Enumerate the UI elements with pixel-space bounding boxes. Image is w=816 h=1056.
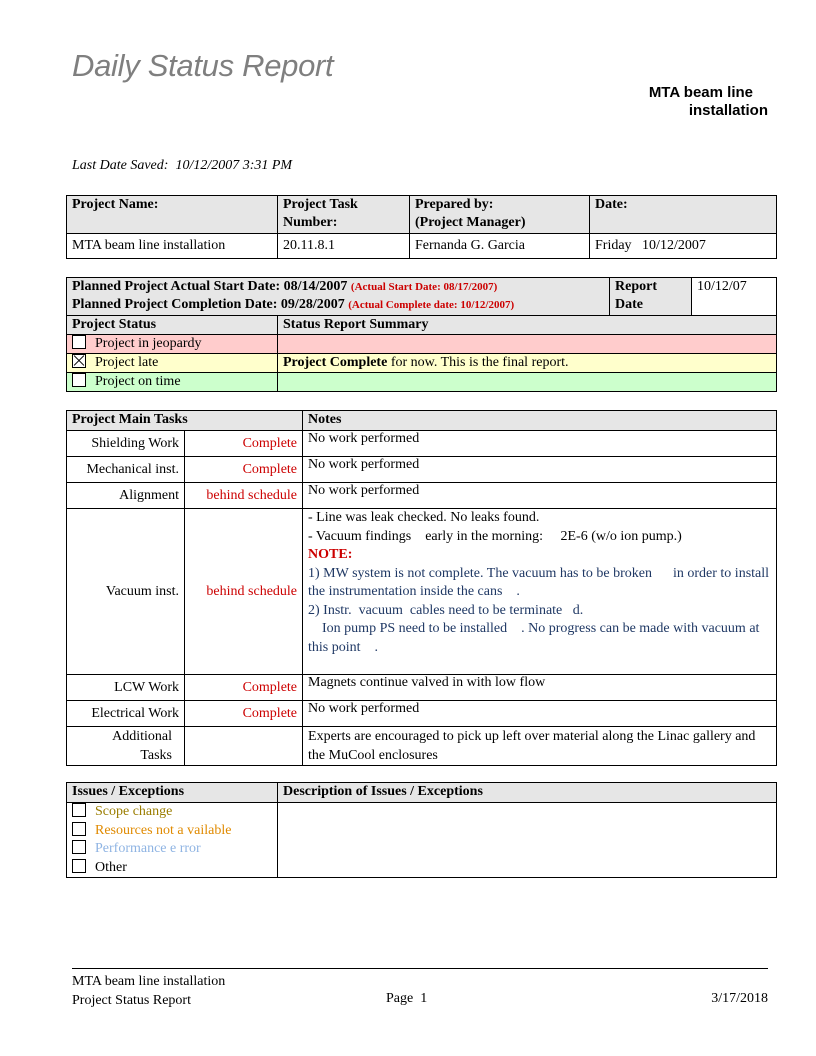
main-tasks-header: Project Main Tasks xyxy=(67,411,303,431)
main-tasks-table xyxy=(66,410,777,766)
checkbox-icon[interactable] xyxy=(72,803,86,817)
status-summary-text xyxy=(278,354,777,373)
checkbox-icon[interactable] xyxy=(72,840,86,854)
project-info-table xyxy=(66,195,777,259)
last-saved-label: Last Date Saved: xyxy=(72,158,169,173)
checkbox-icon[interactable] xyxy=(72,373,86,387)
project-task-value: 20.11.8.1 xyxy=(278,234,410,259)
issues-header: Issues / Exceptions xyxy=(67,783,278,803)
summary-bold: Project Complete xyxy=(283,355,388,370)
report-date-value: 10/12/07 xyxy=(692,278,777,316)
vacuum-note-line2: - Vacuum findings early in the morning: 2E-6 (w/o ion pump.) xyxy=(308,528,682,544)
status-option-late[interactable]: Project late xyxy=(67,354,278,373)
task-notes: No work performed xyxy=(303,457,777,483)
vacuum-note-item2: 2) Instr. vacuum cables need to be terminate d. xyxy=(308,602,584,618)
task-notes: No work performed xyxy=(303,483,777,509)
checkbox-icon[interactable] xyxy=(72,822,86,836)
last-saved xyxy=(72,158,292,174)
task-name: Additional Tasks xyxy=(67,727,185,766)
task-status: Complete xyxy=(185,431,303,457)
table-row xyxy=(67,483,777,509)
footer-page-number: Page 1 xyxy=(386,991,428,1006)
table-row xyxy=(67,701,777,727)
task-status: Complete xyxy=(185,457,303,483)
note-heading: NOTE: xyxy=(308,547,353,562)
project-subtitle xyxy=(600,84,768,120)
summary-rest: for now. This is the final report. xyxy=(387,355,569,370)
issues-table xyxy=(66,782,777,878)
checkbox-icon[interactable] xyxy=(72,335,86,349)
task-name: Vacuum inst. xyxy=(67,509,185,675)
task-name: LCW Work xyxy=(67,675,185,701)
table-row xyxy=(67,457,777,483)
report-date-label: Report Date xyxy=(610,278,692,316)
issues-options xyxy=(67,803,278,878)
notes-header: Notes xyxy=(303,411,777,431)
issues-description-header: Description of Issues / Exceptions xyxy=(278,783,777,803)
planned-completion: Planned Project Completion Date: 09/28/2007 xyxy=(72,297,345,312)
vacuum-note-line1: - Line was leak checked. No leaks found. xyxy=(308,510,540,525)
project-name-label: Project Name: xyxy=(67,196,278,234)
prepared-by-label: Prepared by: (Project Manager) xyxy=(410,196,590,234)
actual-completion: (Actual Complete date: 10/12/2007) xyxy=(348,299,515,311)
status-summary-header: Status Report Summary xyxy=(278,316,777,335)
vacuum-note-item1: 1) MW system is not complete. The vacuum has to be broken in order to install the instrumentation inside the cans . xyxy=(308,565,773,599)
checked-checkbox-icon[interactable] xyxy=(72,354,86,368)
task-notes: Magnets continue valved in with low flow xyxy=(303,675,777,701)
task-name: Mechanical inst. xyxy=(67,457,185,483)
task-status xyxy=(185,727,303,766)
report-title: Daily Status Report xyxy=(72,48,334,83)
table-row xyxy=(67,675,777,701)
table-row xyxy=(67,431,777,457)
project-name-value: MTA beam line installation xyxy=(67,234,278,259)
footer-left xyxy=(72,972,225,1010)
task-name: Electrical Work xyxy=(67,701,185,727)
date-value: Friday 10/12/2007 xyxy=(590,234,777,259)
schedule-dates xyxy=(67,278,610,316)
issues-description[interactable] xyxy=(278,803,777,878)
table-row xyxy=(67,727,777,766)
project-status-table xyxy=(66,277,777,392)
issue-option-other[interactable]: Other xyxy=(72,859,272,878)
issue-option-resources[interactable]: Resources not a vailable xyxy=(72,822,272,841)
task-status: behind schedule xyxy=(185,509,303,675)
project-task-label: Project Task Number: xyxy=(278,196,410,234)
task-status: Complete xyxy=(185,675,303,701)
issue-option-performance[interactable]: Performance e rror xyxy=(72,840,272,859)
footer-project: MTA beam line installation xyxy=(72,974,226,989)
task-status: behind schedule xyxy=(185,483,303,509)
task-name: Shielding Work xyxy=(67,431,185,457)
task-name: Alignment xyxy=(67,483,185,509)
status-summary-empty-1 xyxy=(278,335,777,354)
vacuum-notes xyxy=(303,509,777,675)
project-status-header: Project Status xyxy=(67,316,278,335)
footer-divider xyxy=(72,968,768,969)
last-saved-value: 10/12/2007 3:31 PM xyxy=(175,158,293,173)
task-notes: Experts are encouraged to pick up left over material along the Linac gallery and the MuCool enclosures xyxy=(303,727,777,766)
date-label: Date: xyxy=(590,196,777,234)
subtitle-line-1: MTA beam line xyxy=(648,84,753,101)
vacuum-note-item3: Ion pump PS need to be installed . No progress can be made with vacuum at this point . xyxy=(308,621,763,655)
issue-option-scope[interactable]: Scope change xyxy=(72,803,272,822)
status-option-jeopardy[interactable]: Project in jeopardy xyxy=(67,335,278,354)
actual-start: (Actual Start Date: 08/17/2007) xyxy=(350,281,498,293)
prepared-by-value: Fernanda G. Garcia xyxy=(410,234,590,259)
task-notes: No work performed xyxy=(303,431,777,457)
status-option-on-time[interactable]: Project on time xyxy=(67,373,278,392)
footer-date: 3/17/2018 xyxy=(711,991,768,1006)
table-row xyxy=(67,509,777,675)
task-status: Complete xyxy=(185,701,303,727)
subtitle-line-2: installation xyxy=(688,102,768,119)
status-summary-empty-2 xyxy=(278,373,777,392)
footer-report: Project Status Report xyxy=(72,993,191,1008)
task-notes: No work performed xyxy=(303,701,777,727)
checkbox-icon[interactable] xyxy=(72,859,86,873)
planned-start: Planned Project Actual Start Date: 08/14/2007 xyxy=(72,279,348,294)
